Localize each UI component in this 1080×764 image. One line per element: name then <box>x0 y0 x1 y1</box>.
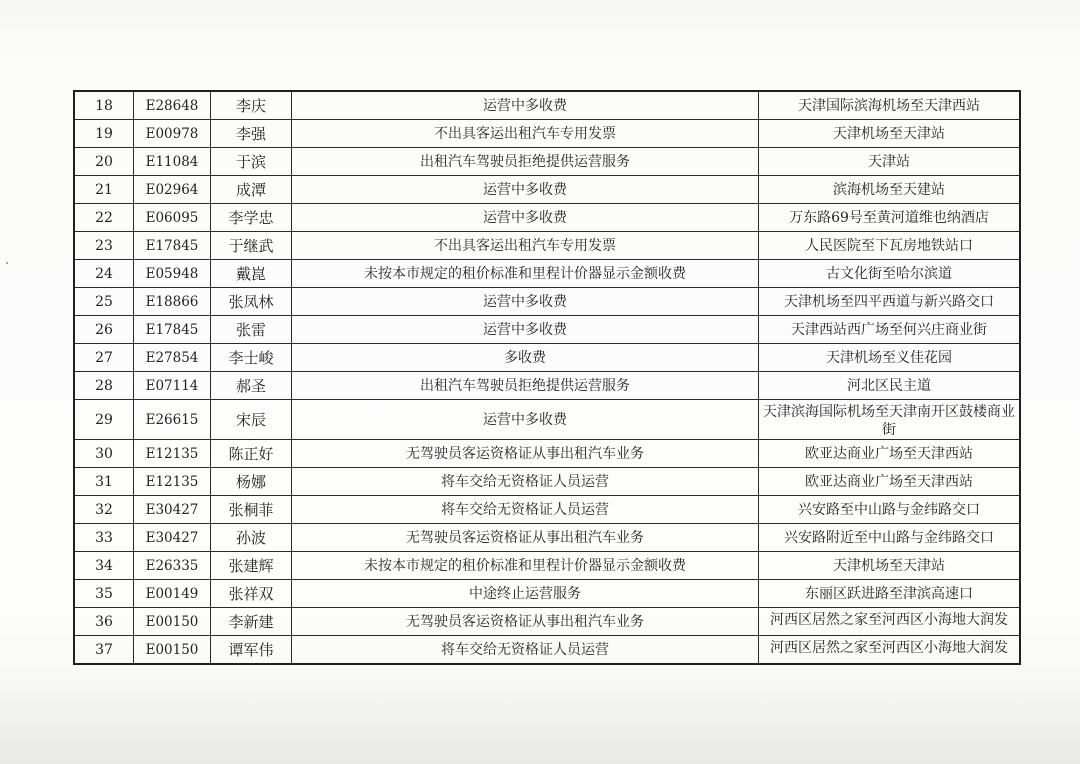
plate-number-cell: E06095 <box>134 204 211 232</box>
violation-cell: 运营中多收费 <box>292 400 759 440</box>
location-cell: 天津机场至四平西道与新兴路交口 <box>759 288 1021 316</box>
location-cell: 滨海机场至天建站 <box>759 176 1021 204</box>
table-row <box>74 636 1020 665</box>
driver-name-cell: 李士峻 <box>211 344 292 372</box>
driver-name-cell: 宋辰 <box>211 400 292 440</box>
table-row <box>74 372 1020 400</box>
row-number-cell: 23 <box>74 232 134 260</box>
location-cell: 河北区民主道 <box>759 372 1021 400</box>
plate-number-cell: E26615 <box>134 400 211 440</box>
violation-cell: 不出具客运出租汽车专用发票 <box>292 232 759 260</box>
plate-number-cell: E00978 <box>134 120 211 148</box>
violation-cell: 未按本市规定的租价标准和里程计价器显示金额收费 <box>292 552 759 580</box>
row-number-cell: 30 <box>74 440 134 468</box>
location-cell: 天津机场至天津站 <box>759 120 1021 148</box>
table-row <box>74 552 1020 580</box>
location-cell: 天津机场至义佳花园 <box>759 344 1021 372</box>
driver-name-cell: 杨娜 <box>211 468 292 496</box>
table-body <box>74 91 1020 664</box>
row-number-cell: 37 <box>74 636 134 665</box>
driver-name-cell: 李强 <box>211 120 292 148</box>
violation-cell: 将车交给无资格证人员运营 <box>292 636 759 665</box>
violation-cell: 无驾驶员客运资格证从事出租汽车业务 <box>292 608 759 636</box>
location-cell: 万东路69号至黄河道维也纳酒店 <box>759 204 1021 232</box>
driver-name-cell: 张雷 <box>211 316 292 344</box>
table-row <box>74 400 1020 440</box>
row-number-cell: 33 <box>74 524 134 552</box>
plate-number-cell: E12135 <box>134 440 211 468</box>
violation-cell: 运营中多收费 <box>292 288 759 316</box>
violation-cell: 未按本市规定的租价标准和里程计价器显示金额收费 <box>292 260 759 288</box>
table-row <box>74 120 1020 148</box>
plate-number-cell: E12135 <box>134 468 211 496</box>
location-cell: 河西区居然之家至河西区小海地大润发 <box>759 608 1021 636</box>
violation-cell: 将车交给无资格证人员运营 <box>292 468 759 496</box>
plate-number-cell: E27854 <box>134 344 211 372</box>
location-cell: 古文化街至哈尔滨道 <box>759 260 1021 288</box>
scan-shadow <box>0 669 1080 764</box>
scan-speck <box>6 262 8 264</box>
location-cell: 天津滨海国际机场至天津南开区鼓楼商业街 <box>759 400 1021 440</box>
table-row <box>74 176 1020 204</box>
location-cell: 欧亚达商业广场至天津西站 <box>759 468 1021 496</box>
row-number-cell: 35 <box>74 580 134 608</box>
row-number-cell: 26 <box>74 316 134 344</box>
location-cell: 河西区居然之家至河西区小海地大润发 <box>759 636 1021 665</box>
violation-cell: 将车交给无资格证人员运营 <box>292 496 759 524</box>
location-cell: 天津西站西广场至何兴庄商业街 <box>759 316 1021 344</box>
row-number-cell: 31 <box>74 468 134 496</box>
violation-records-table <box>73 90 1021 665</box>
violation-cell: 无驾驶员客运资格证从事出租汽车业务 <box>292 524 759 552</box>
row-number-cell: 32 <box>74 496 134 524</box>
location-cell: 天津站 <box>759 148 1021 176</box>
violation-cell: 出租汽车驾驶员拒绝提供运营服务 <box>292 372 759 400</box>
plate-number-cell: E17845 <box>134 232 211 260</box>
table-row <box>74 524 1020 552</box>
driver-name-cell: 陈正好 <box>211 440 292 468</box>
table-row <box>74 204 1020 232</box>
table-row <box>74 344 1020 372</box>
table-row <box>74 260 1020 288</box>
table-row <box>74 148 1020 176</box>
location-cell: 欧亚达商业广场至天津西站 <box>759 440 1021 468</box>
plate-number-cell: E17845 <box>134 316 211 344</box>
violation-cell: 运营中多收费 <box>292 176 759 204</box>
plate-number-cell: E02964 <box>134 176 211 204</box>
row-number-cell: 19 <box>74 120 134 148</box>
location-cell: 兴安路附近至中山路与金纬路交口 <box>759 524 1021 552</box>
driver-name-cell: 张凤林 <box>211 288 292 316</box>
row-number-cell: 25 <box>74 288 134 316</box>
row-number-cell: 28 <box>74 372 134 400</box>
driver-name-cell: 谭军伟 <box>211 636 292 665</box>
driver-name-cell: 孙波 <box>211 524 292 552</box>
location-cell: 东丽区跃进路至津滨高速口 <box>759 580 1021 608</box>
table-row <box>74 440 1020 468</box>
violation-cell: 出租汽车驾驶员拒绝提供运营服务 <box>292 148 759 176</box>
table-row <box>74 608 1020 636</box>
plate-number-cell: E30427 <box>134 524 211 552</box>
violation-cell: 多收费 <box>292 344 759 372</box>
violation-cell: 运营中多收费 <box>292 316 759 344</box>
violation-cell: 不出具客运出租汽车专用发票 <box>292 120 759 148</box>
row-number-cell: 34 <box>74 552 134 580</box>
table-row <box>74 91 1020 120</box>
plate-number-cell: E28648 <box>134 91 211 120</box>
violation-cell: 无驾驶员客运资格证从事出租汽车业务 <box>292 440 759 468</box>
row-number-cell: 24 <box>74 260 134 288</box>
row-number-cell: 20 <box>74 148 134 176</box>
plate-number-cell: E26335 <box>134 552 211 580</box>
driver-name-cell: 戴崑 <box>211 260 292 288</box>
plate-number-cell: E05948 <box>134 260 211 288</box>
plate-number-cell: E00150 <box>134 636 211 665</box>
driver-name-cell: 于滨 <box>211 148 292 176</box>
table-row <box>74 232 1020 260</box>
row-number-cell: 36 <box>74 608 134 636</box>
location-cell: 天津机场至天津站 <box>759 552 1021 580</box>
driver-name-cell: 李学忠 <box>211 204 292 232</box>
driver-name-cell: 张桐菲 <box>211 496 292 524</box>
driver-name-cell: 李新建 <box>211 608 292 636</box>
row-number-cell: 21 <box>74 176 134 204</box>
table-row <box>74 468 1020 496</box>
plate-number-cell: E00150 <box>134 608 211 636</box>
row-number-cell: 29 <box>74 400 134 440</box>
location-cell: 人民医院至下瓦房地铁站口 <box>759 232 1021 260</box>
driver-name-cell: 于继武 <box>211 232 292 260</box>
row-number-cell: 22 <box>74 204 134 232</box>
plate-number-cell: E07114 <box>134 372 211 400</box>
plate-number-cell: E30427 <box>134 496 211 524</box>
plate-number-cell: E00149 <box>134 580 211 608</box>
driver-name-cell: 成潭 <box>211 176 292 204</box>
driver-name-cell: 郝圣 <box>211 372 292 400</box>
driver-name-cell: 张建辉 <box>211 552 292 580</box>
violation-cell: 中途终止运营服务 <box>292 580 759 608</box>
row-number-cell: 27 <box>74 344 134 372</box>
table-row <box>74 580 1020 608</box>
plate-number-cell: E18866 <box>134 288 211 316</box>
table-row <box>74 496 1020 524</box>
plate-number-cell: E11084 <box>134 148 211 176</box>
violation-cell: 运营中多收费 <box>292 91 759 120</box>
table-row <box>74 288 1020 316</box>
location-cell: 天津国际滨海机场至天津西站 <box>759 91 1021 120</box>
row-number-cell: 18 <box>74 91 134 120</box>
driver-name-cell: 李庆 <box>211 91 292 120</box>
driver-name-cell: 张祥双 <box>211 580 292 608</box>
location-cell: 兴安路至中山路与金纬路交口 <box>759 496 1021 524</box>
violation-cell: 运营中多收费 <box>292 204 759 232</box>
table-row <box>74 316 1020 344</box>
